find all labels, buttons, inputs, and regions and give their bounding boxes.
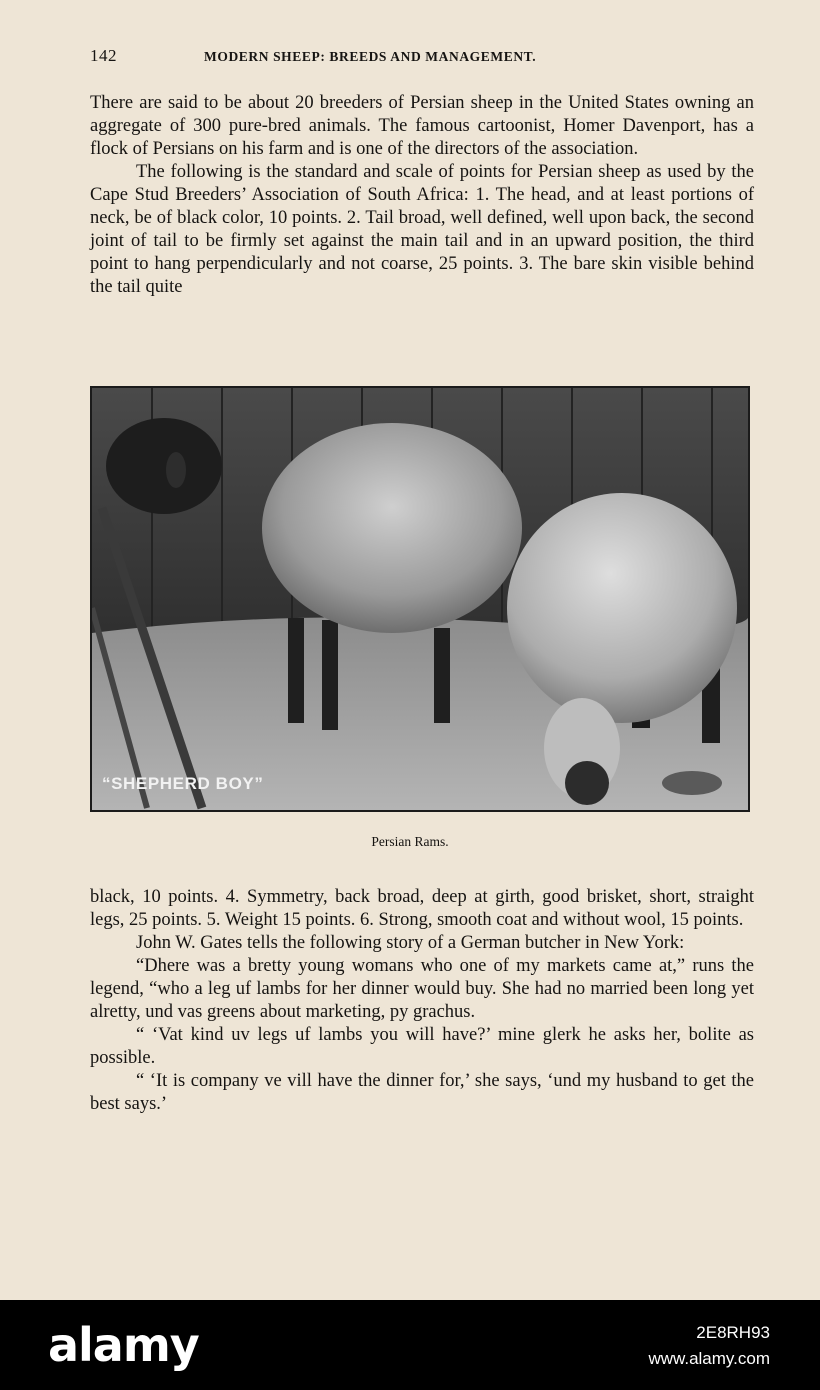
paragraph: John W. Gates tells the following story of a German butcher in New York: [136,933,685,953]
image-id: 2E8RH93 [696,1323,770,1342]
photo-illustration [92,388,748,810]
paragraph: “Dhere was a bretty young womans who one of my markets came at,” runs the legend, “who a leg uf lambs for her dinner would buy. She had no married been long yet alretty, und vas greens about marketing, py grachus. [90,956,754,1022]
page-number: 142 [90,46,117,65]
alamy-logo: alamy [48,1318,199,1372]
paragraph: black, 10 points. 4. Symmetry, back broad, deep at girth, good brisket, short, straight legs, 25 points. 5. Weight 15 points. 6. Strong, smooth coat and without wool, 15 points. [90,887,754,930]
figure-caption: Persian Rams. [371,834,449,849]
watermark-banner [0,1300,820,1390]
site-url: www.alamy.com [648,1349,770,1368]
paragraph: “ ‘Vat kind uv legs uf lambs you will have?’ mine glerk he asks her, bolite as possible. [90,1025,754,1068]
paragraph: There are said to be about 20 breeders of Persian sheep in the United States owning an aggregate of 300 pure-bred animals. The famous cartoonist, Homer Davenport, has a flock of Persians on his farm and is one of the directors of the association. [90,93,754,159]
persian-rams-photo [90,386,750,812]
top-text [90,92,754,299]
bottom-text [90,886,754,1116]
paragraph: “ ‘It is company ve vill have the dinner for,’ she says, ‘und my husband to get the best says.’ [90,1071,754,1114]
photo-credit: “SHEPHERD BOY” [102,774,264,793]
paragraph: The following is the standard and scale of points for Persian sheep as used by the Cape Stud Breeders’ Association of South Africa: 1. The head, and at least portions of neck, be of black color, 10 points. 2. Tail broad, well defined, well upon back, the second joint of tail to be firmly set against the main tail and in an upward position, the third point to hang perpendicularly and not coarse, 25 points. 3. The bare skin visible behind the tail quite [90,162,754,297]
image-identifier [648,1320,770,1372]
running-head: MODERN SHEEP: BREEDS AND MANAGEMENT. [204,49,537,64]
page-header [90,44,650,70]
